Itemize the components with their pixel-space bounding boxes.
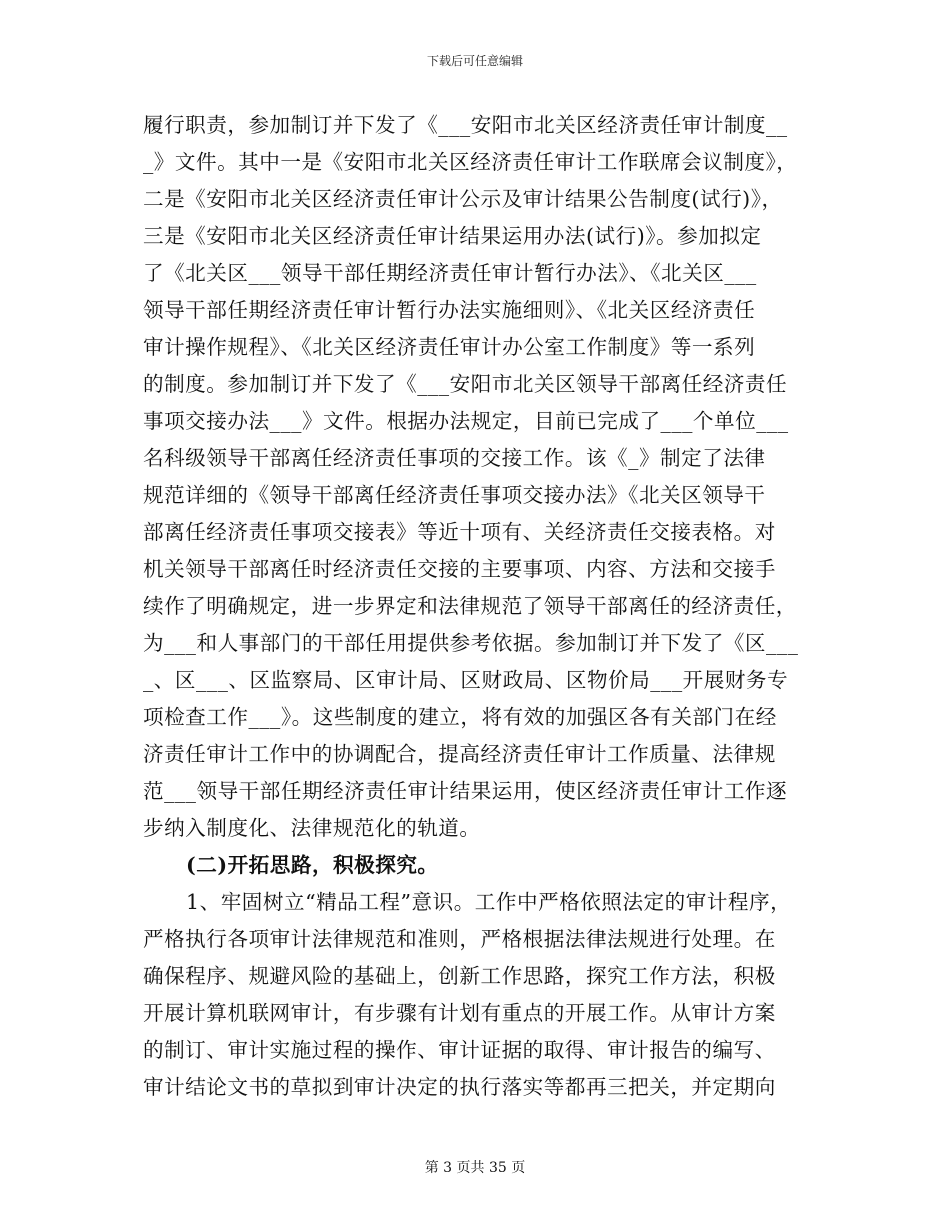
text-line: 项检查工作___》。这些制度的建立，将有效的加强区各有关部门在经	[143, 705, 777, 729]
text-line: 1、牢固树立“精品工程”意识。工作中严格依照法定的审计程序，	[186, 890, 792, 914]
text-line: 二是《安阳市北关区经济责任审计公示及审计结果公告制度(试行)》，	[143, 187, 783, 211]
text-line: 的制订、审计实施过程的操作、审计证据的取得、审计报告的编写、	[143, 1038, 776, 1062]
text-line: 三是《安阳市北关区经济责任审计结果运用办法(试行)》。参加拟定	[143, 224, 762, 248]
text-line: 事项交接办法___》文件。根据办法规定，目前已完成了___个单位___	[143, 409, 789, 433]
text-line: 名科级领导干部离任经济责任事项的交接工作。该《_》制定了法律	[143, 446, 766, 470]
text-line: 严格执行各项审计法律规范和准则，严格根据法律法规进行处理。在	[143, 927, 776, 951]
text-line: 了《北关区___领导干部任期经济责任审计暂行办法》、《北关区___	[143, 261, 757, 285]
text-line: _》文件。其中一是《安阳市北关区经济责任审计工作联席会议制度》，	[143, 150, 798, 174]
page-header: 下载后可任意编辑	[426, 54, 523, 68]
text-line: 履行职责，参加制订并下发了《___安阳市北关区经济责任审计制度__	[143, 113, 788, 137]
text-line: 济责任审计工作中的协调配合，提高经济责任审计工作质量、法律规	[143, 742, 776, 766]
text-line: 审计结论文书的草拟到审计决定的执行落实等都再三把关，并定期向	[143, 1075, 776, 1099]
text-line: 机关领导干部离任时经济责任交接的主要事项、内容、方法和交接手	[143, 557, 776, 581]
text-line: 范___领导干部任期经济责任审计结果运用，使区经济责任审计工作逐	[143, 779, 788, 803]
text-line: 审计操作规程》、《北关区经济责任审计办公室工作制度》等一系列	[143, 335, 756, 359]
text-line: 开展计算机联网审计，有步骤有计划有重点的开展工作。从审计方案	[143, 1001, 776, 1025]
page-footer: 第 3 页共 35 页	[424, 1160, 526, 1176]
text-line: 部离任经济责任事项交接表》等近十项有、关经济责任交接表格。对	[143, 520, 776, 544]
text-line: 领导干部任期经济责任审计暂行办法实施细则》、《北关区经济责任	[143, 298, 756, 322]
text-line: 规范详细的《领导干部离任经济责任事项交接办法》《北关区领导干	[143, 483, 766, 507]
text-line: 确保程序、规避风险的基础上，创新工作思路，探究工作方法，积极	[143, 964, 776, 988]
text-line: 的制度。参加制订并下发了《___安阳市北关区领导干部离任经济责任	[143, 372, 788, 396]
text-line: _、区___、区监察局、区审计局、区财政局、区物价局___开展财务专	[143, 668, 789, 692]
text-line: 为___和人事部门的干部任用提供参考依据。参加制订并下发了《区___	[143, 631, 799, 655]
section-heading: (二)开拓思路，积极探究。	[186, 853, 439, 877]
text-line: 续作了明确规定，进一步界定和法律规范了领导干部离任的经济责任，	[143, 594, 797, 618]
text-line: 步纳入制度化、法律规范化的轨道。	[143, 816, 481, 840]
